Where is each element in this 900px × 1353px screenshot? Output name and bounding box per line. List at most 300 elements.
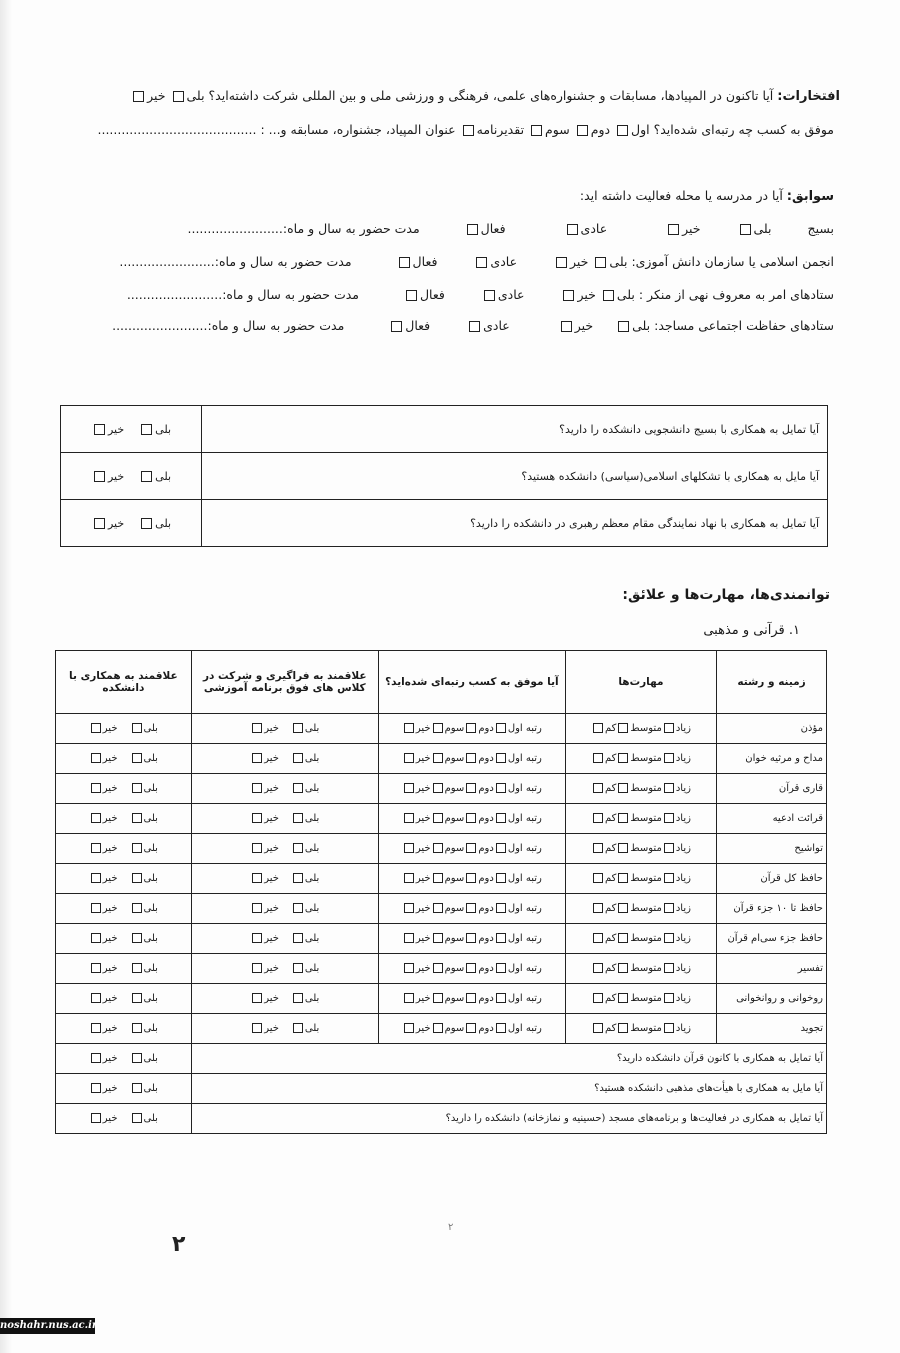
question-cell: آیا تمایل به همکاری با نهاد نمایندگی مقام معظم رهبری در دانشکده را دارید؟ <box>202 500 828 547</box>
level-checkbox[interactable] <box>618 783 628 793</box>
rank-checkbox[interactable] <box>496 963 506 973</box>
rank-checkbox[interactable] <box>433 1023 443 1033</box>
yes-checkbox[interactable] <box>293 933 303 943</box>
background-row-anjoman <box>119 254 834 269</box>
field-header: زمینه و رشته <box>717 651 827 714</box>
no-checkbox[interactable] <box>252 903 262 913</box>
rank-checkbox[interactable] <box>466 723 476 733</box>
rank-certificate-label: تقدیرنامه <box>476 122 525 137</box>
rank-certificate-checkbox[interactable] <box>463 125 474 136</box>
rank-label: خیر <box>415 753 431 764</box>
level-checkbox[interactable] <box>618 813 628 823</box>
yes-checkbox[interactable] <box>132 903 142 913</box>
coop-interest-cell <box>56 984 192 1014</box>
yes-checkbox[interactable] <box>293 753 303 763</box>
level-checkbox[interactable] <box>593 813 603 823</box>
level-checkbox[interactable] <box>593 993 603 1003</box>
rank-label: سوم <box>444 783 465 794</box>
rank-checkbox[interactable] <box>496 813 506 823</box>
no-checkbox[interactable] <box>94 424 105 435</box>
level-checkbox[interactable] <box>593 753 603 763</box>
rank-label: رتبه اول <box>507 753 542 764</box>
yes-checkbox[interactable] <box>141 424 152 435</box>
yes-checkbox[interactable] <box>132 1083 142 1093</box>
background-row-amr <box>127 287 834 302</box>
yes-checkbox[interactable] <box>132 813 142 823</box>
rank-checkbox[interactable] <box>466 993 476 1003</box>
yes-checkbox[interactable] <box>293 843 303 853</box>
no-checkbox[interactable] <box>91 723 101 733</box>
yes-checkbox[interactable] <box>132 933 142 943</box>
honors-rank-question: موفق به کسب چه رتبه‌ای شده‌اید؟ <box>653 122 834 137</box>
answer-cell <box>56 1044 192 1074</box>
rank-checkbox[interactable] <box>496 753 506 763</box>
no-label: خیر <box>264 903 279 914</box>
rank-cell <box>378 774 565 804</box>
no-checkbox[interactable] <box>252 783 262 793</box>
rank-cell <box>378 864 565 894</box>
rank-checkbox[interactable] <box>404 963 414 973</box>
rank-checkbox[interactable] <box>466 753 476 763</box>
field-cell: قرائت ادعیه <box>717 804 827 834</box>
question-cell: آیا تمایل به همکاری با بسیج دانشجویی دانشکده را دارید؟ <box>202 406 828 453</box>
level-checkbox[interactable] <box>664 843 674 853</box>
level-checkbox[interactable] <box>664 873 674 883</box>
no-checkbox[interactable] <box>91 813 101 823</box>
yes-label: بلی <box>143 1083 158 1094</box>
rank-label: رتبه اول <box>507 723 542 734</box>
level-checkbox[interactable] <box>618 843 628 853</box>
rank-label: دوم <box>478 723 494 734</box>
rank-label: خیر <box>415 993 431 1004</box>
rank-cell <box>378 984 565 1014</box>
yes-label: بلی <box>155 422 172 436</box>
yes-label: بلی <box>143 873 158 884</box>
level-checkbox[interactable] <box>664 783 674 793</box>
background-row-masajed <box>112 318 834 333</box>
rank-checkbox[interactable] <box>466 903 476 913</box>
table-row <box>61 406 828 453</box>
no-label: خیر <box>102 933 118 944</box>
level-checkbox[interactable] <box>593 963 603 973</box>
yes-label: بلی <box>143 723 158 734</box>
no-label: خیر <box>264 843 279 854</box>
coop-interest-cell <box>56 744 192 774</box>
no-checkbox[interactable] <box>668 224 679 235</box>
rank-checkbox[interactable] <box>404 873 414 883</box>
yes-label: بلی <box>304 813 320 824</box>
level-checkbox[interactable] <box>664 813 674 823</box>
rank-label: خیر <box>415 813 431 824</box>
yes-label: بلی <box>143 1023 158 1034</box>
rank-cell <box>378 714 565 744</box>
class-interest-cell <box>191 744 378 774</box>
no-label: خیر <box>102 753 118 764</box>
rank-checkbox[interactable] <box>496 1023 506 1033</box>
level-checkbox[interactable] <box>593 873 603 883</box>
yes-label: بلی <box>304 933 320 944</box>
level-label: متوسط <box>630 723 662 734</box>
no-checkbox[interactable] <box>252 873 262 883</box>
level-label: کم <box>604 963 617 974</box>
answer-cell <box>61 500 202 547</box>
honors-yes-label: بلی <box>186 88 205 103</box>
level-label: کم <box>604 993 617 1004</box>
yes-checkbox[interactable] <box>132 1023 142 1033</box>
rank-checkbox[interactable] <box>433 723 443 733</box>
no-checkbox[interactable] <box>91 1113 101 1123</box>
level-checkbox[interactable] <box>664 1023 674 1033</box>
honors-no-checkbox[interactable] <box>133 91 144 102</box>
no-checkbox[interactable] <box>91 933 101 943</box>
yes-label: بلی <box>143 753 158 764</box>
yes-checkbox[interactable] <box>132 1053 142 1063</box>
yes-checkbox[interactable] <box>603 290 614 301</box>
yes-checkbox[interactable] <box>141 471 152 482</box>
no-label: خیر <box>102 843 118 854</box>
yes-checkbox[interactable] <box>293 1023 303 1033</box>
level-label: زیاد <box>675 783 691 794</box>
no-checkbox[interactable] <box>252 933 262 943</box>
rank-checkbox[interactable] <box>466 933 476 943</box>
no-label: خیر <box>577 287 596 302</box>
table-row <box>56 894 827 924</box>
no-checkbox[interactable] <box>91 1023 101 1033</box>
row-name: ستادهای حفاظت اجتماعی مساجد: <box>654 318 834 333</box>
no-checkbox[interactable] <box>91 903 101 913</box>
yes-checkbox[interactable] <box>293 963 303 973</box>
no-checkbox[interactable] <box>91 1083 101 1093</box>
honors-title-blank[interactable]: ........................................ <box>97 122 257 137</box>
rank-checkbox[interactable] <box>466 963 476 973</box>
level-label: متوسط <box>630 933 662 944</box>
yes-label: بلی <box>143 1113 158 1124</box>
active-checkbox[interactable] <box>391 321 402 332</box>
skill-level-cell <box>565 744 716 774</box>
rank-checkbox[interactable] <box>496 843 506 853</box>
level-label: متوسط <box>630 993 662 1004</box>
active-checkbox[interactable] <box>406 290 417 301</box>
level-checkbox[interactable] <box>593 1023 603 1033</box>
table-row <box>56 714 827 744</box>
no-checkbox[interactable] <box>561 321 572 332</box>
no-label: خیر <box>102 993 118 1004</box>
table-row <box>56 954 827 984</box>
duration-label: مدت حضور به سال و ماه: <box>214 254 352 269</box>
normal-checkbox[interactable] <box>476 257 487 268</box>
no-checkbox[interactable] <box>91 993 101 1003</box>
no-label: خیر <box>107 469 125 483</box>
rank-label: سوم <box>444 723 465 734</box>
normal-checkbox[interactable] <box>484 290 495 301</box>
rank-checkbox[interactable] <box>404 753 414 763</box>
level-checkbox[interactable] <box>618 723 628 733</box>
coop-interest-cell <box>56 864 192 894</box>
no-checkbox[interactable] <box>252 993 262 1003</box>
yes-checkbox[interactable] <box>293 903 303 913</box>
yes-checkbox[interactable] <box>293 813 303 823</box>
background-row-basij <box>74 221 834 236</box>
yes-label: بلی <box>143 843 158 854</box>
skill-level-cell <box>565 774 716 804</box>
level-label: متوسط <box>630 753 662 764</box>
rank-label: دوم <box>478 903 494 914</box>
duration-blank[interactable]: ........................ <box>187 221 283 236</box>
yes-label: بلی <box>304 783 320 794</box>
no-checkbox[interactable] <box>91 963 101 973</box>
yes-label: بلی <box>609 254 628 269</box>
rank-label: سوم <box>444 753 465 764</box>
rank-cell <box>378 954 565 984</box>
rank-label: رتبه اول <box>507 783 542 794</box>
no-checkbox[interactable] <box>252 843 262 853</box>
yes-label: بلی <box>143 993 158 1004</box>
no-label: خیر <box>574 318 594 333</box>
no-checkbox[interactable] <box>91 753 101 763</box>
row-name: بسیج <box>807 221 834 236</box>
coop-interest-cell <box>56 894 192 924</box>
yes-label: بلی <box>143 933 158 944</box>
rank-first-checkbox[interactable] <box>617 125 628 136</box>
class-header: علاقمند به فراگیری و شرکت در کلاس های فوق برنامه آموزشی <box>191 651 378 714</box>
level-checkbox[interactable] <box>664 933 674 943</box>
footer-url[interactable]: noshahr.nus.ac.ir <box>0 1318 95 1334</box>
level-checkbox[interactable] <box>664 723 674 733</box>
honors-title-prompt: عنوان المپیاد، جشنواره، مسابقه و... : <box>260 122 456 137</box>
rank-checkbox[interactable] <box>404 933 414 943</box>
level-checkbox[interactable] <box>664 963 674 973</box>
yes-checkbox[interactable] <box>141 518 152 529</box>
level-label: زیاد <box>675 843 691 854</box>
yes-checkbox[interactable] <box>132 993 142 1003</box>
rank-checkbox[interactable] <box>496 993 506 1003</box>
rank-cell <box>378 924 565 954</box>
level-label: زیاد <box>675 963 691 974</box>
duration-blank[interactable]: ........................ <box>126 287 223 302</box>
rank-cell <box>378 804 565 834</box>
rank-label: خیر <box>415 873 431 884</box>
level-checkbox[interactable] <box>664 903 674 913</box>
rank-label: خیر <box>415 933 431 944</box>
rank-checkbox[interactable] <box>433 963 443 973</box>
normal-label: عادی <box>497 287 525 302</box>
yes-checkbox[interactable] <box>293 873 303 883</box>
rank-checkbox[interactable] <box>466 843 476 853</box>
rank-second-label: دوم <box>590 122 611 137</box>
rank-checkbox[interactable] <box>496 873 506 883</box>
rank-checkbox[interactable] <box>433 813 443 823</box>
row-name: ستادهای امر به معروف نهی از منکر : <box>638 287 834 302</box>
rank-label: دوم <box>478 753 494 764</box>
answer-cell <box>56 1074 192 1104</box>
no-label: خیر <box>264 753 279 764</box>
rank-label: دوم <box>478 873 494 884</box>
table-row <box>61 500 828 547</box>
question-cell: آیا مایل به همکاری با تشکلهای اسلامی(سیاسی) دانشکده هستید؟ <box>202 453 828 500</box>
yes-checkbox[interactable] <box>293 783 303 793</box>
level-checkbox[interactable] <box>593 903 603 913</box>
rank-checkbox[interactable] <box>404 813 414 823</box>
rank-checkbox[interactable] <box>404 843 414 853</box>
rank-checkbox[interactable] <box>496 783 506 793</box>
skill-level-cell <box>565 954 716 984</box>
level-label: کم <box>604 933 617 944</box>
no-checkbox[interactable] <box>556 257 567 268</box>
level-label: متوسط <box>630 813 662 824</box>
rank-checkbox[interactable] <box>404 783 414 793</box>
yes-checkbox[interactable] <box>132 1113 142 1123</box>
rank-label: خیر <box>415 723 431 734</box>
rank-cell <box>378 894 565 924</box>
yes-label: بلی <box>304 753 320 764</box>
class-interest-cell <box>191 864 378 894</box>
rank-checkbox[interactable] <box>404 903 414 913</box>
table-row <box>61 453 828 500</box>
yes-checkbox[interactable] <box>132 753 142 763</box>
rank-checkbox[interactable] <box>466 873 476 883</box>
yes-label: بلی <box>304 843 320 854</box>
level-checkbox[interactable] <box>664 993 674 1003</box>
field-cell: حافظ کل قرآن <box>717 864 827 894</box>
level-checkbox[interactable] <box>618 903 628 913</box>
level-label: متوسط <box>630 843 662 854</box>
yes-checkbox[interactable] <box>132 843 142 853</box>
rank-checkbox[interactable] <box>433 843 443 853</box>
duration-blank[interactable]: ........................ <box>119 254 215 269</box>
duration-label: مدت حضور به سال و ماه: <box>222 287 359 302</box>
rank-second-checkbox[interactable] <box>577 125 588 136</box>
level-checkbox[interactable] <box>664 753 674 763</box>
normal-checkbox[interactable] <box>567 224 578 235</box>
no-checkbox[interactable] <box>252 1023 262 1033</box>
level-label: کم <box>604 813 617 824</box>
level-checkbox[interactable] <box>618 933 628 943</box>
yes-label: بلی <box>143 903 158 914</box>
no-label: خیر <box>102 783 118 794</box>
no-checkbox[interactable] <box>91 873 101 883</box>
rank-checkbox[interactable] <box>466 813 476 823</box>
rank-checkbox[interactable] <box>433 993 443 1003</box>
level-checkbox[interactable] <box>618 993 628 1003</box>
active-checkbox[interactable] <box>399 257 410 268</box>
rank-checkbox[interactable] <box>433 753 443 763</box>
level-checkbox[interactable] <box>618 873 628 883</box>
yes-checkbox[interactable] <box>132 723 142 733</box>
active-label: فعال <box>480 221 506 236</box>
level-label: زیاد <box>675 873 691 884</box>
level-label: متوسط <box>630 903 662 914</box>
normal-checkbox[interactable] <box>469 321 480 332</box>
yes-checkbox[interactable] <box>132 783 142 793</box>
level-label: متوسط <box>630 963 662 974</box>
rank-label: خیر <box>415 1023 431 1034</box>
rank-checkbox[interactable] <box>404 1023 414 1033</box>
no-checkbox[interactable] <box>563 290 574 301</box>
level-checkbox[interactable] <box>593 783 603 793</box>
no-checkbox[interactable] <box>91 783 101 793</box>
no-checkbox[interactable] <box>252 813 262 823</box>
skills-table <box>55 650 827 1134</box>
rank-checkbox[interactable] <box>496 933 506 943</box>
level-checkbox[interactable] <box>593 723 603 733</box>
rank-checkbox[interactable] <box>466 1023 476 1033</box>
level-checkbox[interactable] <box>593 843 603 853</box>
rank-checkbox[interactable] <box>496 903 506 913</box>
rank-label: خیر <box>415 903 431 914</box>
no-checkbox[interactable] <box>252 723 262 733</box>
faint-page-number: ۲ <box>448 1222 454 1233</box>
level-label: کم <box>604 903 617 914</box>
no-checkbox[interactable] <box>91 1053 101 1063</box>
rank-checkbox[interactable] <box>433 903 443 913</box>
rank-cell <box>378 744 565 774</box>
no-checkbox[interactable] <box>94 518 105 529</box>
yes-checkbox[interactable] <box>740 224 751 235</box>
level-checkbox[interactable] <box>593 933 603 943</box>
rank-label: خیر <box>415 963 431 974</box>
rank-third-checkbox[interactable] <box>531 125 542 136</box>
yes-checkbox[interactable] <box>618 321 629 332</box>
skill-level-cell <box>565 834 716 864</box>
class-interest-cell <box>191 774 378 804</box>
level-checkbox[interactable] <box>618 1023 628 1033</box>
no-label: خیر <box>264 723 279 734</box>
row-name: انجمن اسلامی یا سازمان دانش آموزی: <box>631 254 834 269</box>
answer-cell <box>56 1104 192 1134</box>
yes-label: بلی <box>143 1053 158 1064</box>
level-label: متوسط <box>630 1023 662 1034</box>
rank-label: سوم <box>444 993 465 1004</box>
yes-checkbox[interactable] <box>595 257 606 268</box>
honors-yes-checkbox[interactable] <box>173 91 184 102</box>
rank-checkbox[interactable] <box>433 783 443 793</box>
yes-checkbox[interactable] <box>293 993 303 1003</box>
rank-label: دوم <box>478 963 494 974</box>
question-cell: آیا تمایل به همکاری با کانون قرآن دانشکده دارید؟ <box>191 1044 826 1074</box>
yes-checkbox[interactable] <box>132 873 142 883</box>
level-label: کم <box>604 873 617 884</box>
no-label: خیر <box>682 221 701 236</box>
no-checkbox[interactable] <box>91 843 101 853</box>
level-label: زیاد <box>675 993 691 1004</box>
rank-checkbox[interactable] <box>433 873 443 883</box>
level-checkbox[interactable] <box>618 753 628 763</box>
rank-checkbox[interactable] <box>466 783 476 793</box>
rank-checkbox[interactable] <box>404 723 414 733</box>
no-checkbox[interactable] <box>94 471 105 482</box>
yes-checkbox[interactable] <box>132 963 142 973</box>
no-label: خیر <box>264 993 279 1004</box>
skill-level-cell <box>565 714 716 744</box>
honors-rank-row <box>98 122 834 137</box>
rank-checkbox[interactable] <box>433 933 443 943</box>
level-label: متوسط <box>630 783 662 794</box>
yes-checkbox[interactable] <box>293 723 303 733</box>
yes-label: بلی <box>143 813 158 824</box>
skills-header-row <box>56 651 827 714</box>
normal-label: عادی <box>580 221 608 236</box>
no-checkbox[interactable] <box>252 753 262 763</box>
duration-blank[interactable]: ........................ <box>112 318 208 333</box>
field-cell: حافظ جزء سی‌ام قرآن <box>717 924 827 954</box>
field-cell: روخوانی و روانخوانی <box>717 984 827 1014</box>
rank-checkbox[interactable] <box>404 993 414 1003</box>
no-checkbox[interactable] <box>252 963 262 973</box>
level-checkbox[interactable] <box>618 963 628 973</box>
active-checkbox[interactable] <box>467 224 478 235</box>
rank-checkbox[interactable] <box>496 723 506 733</box>
field-cell: حافظ تا ۱۰ جزء قرآن <box>717 894 827 924</box>
